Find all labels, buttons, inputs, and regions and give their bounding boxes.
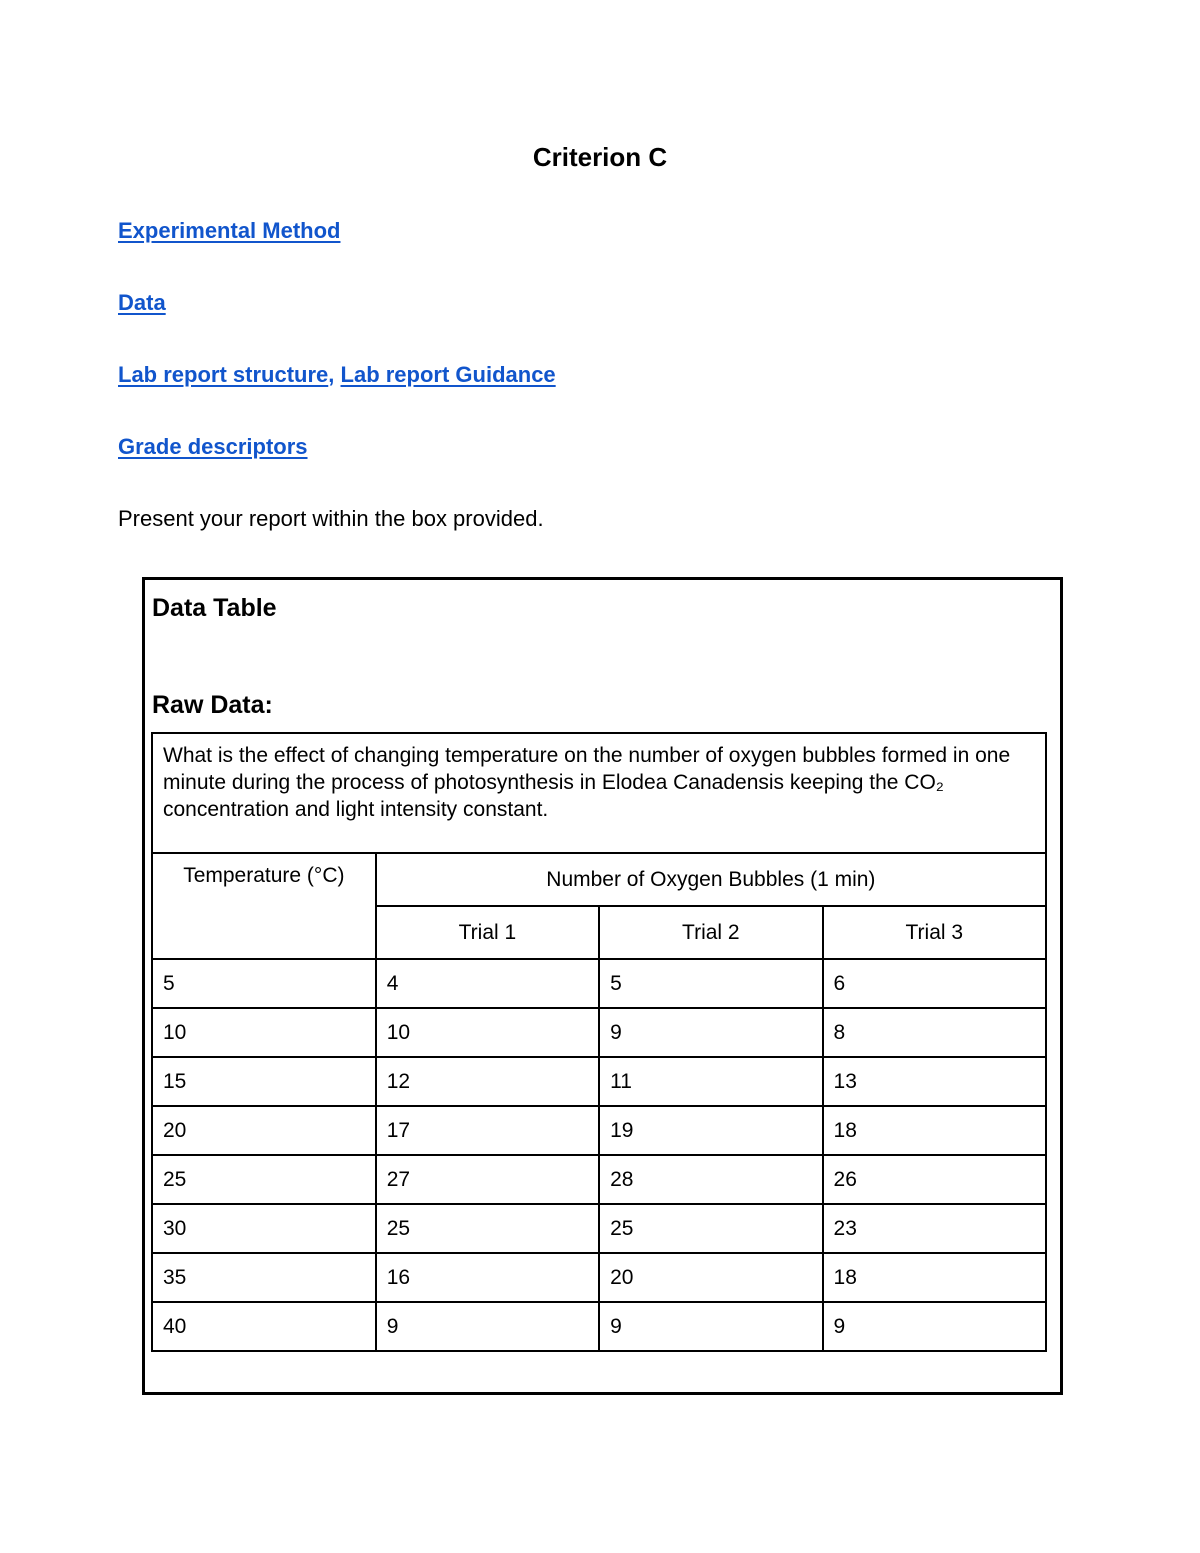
temperature-header: Temperature (°C) [152,853,376,959]
trial-2-header: Trial 2 [599,906,822,959]
question-row [152,733,1046,853]
temperature-cell: 5 [152,959,376,1008]
trial-1-cell: 4 [376,959,599,1008]
raw-data-heading: Raw Data: [152,691,273,719]
trial-2-cell: 9 [599,1008,822,1057]
trial-2-cell: 25 [599,1204,822,1253]
experimental-method-link[interactable]: Experimental Method [118,218,341,243]
temperature-cell: 10 [152,1008,376,1057]
table-row [152,1253,1046,1302]
temperature-cell: 40 [152,1302,376,1351]
header-row [152,853,1046,906]
trial-1-cell: 27 [376,1155,599,1204]
bubbles-header: Number of Oxygen Bubbles (1 min) [376,853,1046,906]
trial-3-cell: 9 [823,1302,1046,1351]
trial-1-cell: 16 [376,1253,599,1302]
trial-3-cell: 26 [823,1155,1046,1204]
link-line-data [118,288,166,318]
trial-3-cell: 23 [823,1204,1046,1253]
temperature-cell: 35 [152,1253,376,1302]
link-line-lab-report [118,360,556,390]
table-row [152,1155,1046,1204]
table-row [152,1057,1046,1106]
trial-3-cell: 6 [823,959,1046,1008]
lab-report-structure-link[interactable]: Lab report structure [118,362,329,387]
report-box [142,577,1063,1395]
instruction-text: Present your report within the box provided. [118,506,544,531]
trial-2-cell: 9 [599,1302,822,1351]
temperature-cell: 25 [152,1155,376,1204]
trial-3-cell: 18 [823,1253,1046,1302]
data-link[interactable]: Data [118,290,166,315]
trial-2-cell: 19 [599,1106,822,1155]
lab-report-guidance-link[interactable]: Lab report Guidance [340,362,556,387]
data-table-heading: Data Table [152,594,277,622]
trial-3-cell: 13 [823,1057,1046,1106]
temperature-cell: 20 [152,1106,376,1155]
trial-1-cell: 12 [376,1057,599,1106]
trial-2-cell: 5 [599,959,822,1008]
temperature-cell: 15 [152,1057,376,1106]
table-row [152,1106,1046,1155]
trial-1-cell: 10 [376,1008,599,1057]
table-row [152,1302,1046,1351]
trial-1-cell: 17 [376,1106,599,1155]
trial-3-cell: 18 [823,1106,1046,1155]
grade-descriptors-link[interactable]: Grade descriptors [118,434,308,459]
temperature-cell: 30 [152,1204,376,1253]
table-row [152,1204,1046,1253]
trial-3-header: Trial 3 [823,906,1046,959]
trial-2-cell: 20 [599,1253,822,1302]
link-line-method [118,216,340,246]
table-row [152,1008,1046,1057]
trial-1-header: Trial 1 [376,906,599,959]
table-row [152,959,1046,1008]
trial-3-cell: 8 [823,1008,1046,1057]
research-question-cell: What is the effect of changing temperature on the number of oxygen bubbles formed in one minute during the process of photosynthesis in Elodea Canadensis keeping the CO₂ concentration and light intensity constant. [152,733,1046,853]
trial-1-cell: 25 [376,1204,599,1253]
link-line-grades [118,432,308,462]
raw-data-table [151,732,1047,1352]
link-separator: , [328,362,335,387]
page-title: Criterion C [532,142,668,172]
trial-2-cell: 11 [599,1057,822,1106]
trial-1-cell: 9 [376,1302,599,1351]
trial-2-cell: 28 [599,1155,822,1204]
